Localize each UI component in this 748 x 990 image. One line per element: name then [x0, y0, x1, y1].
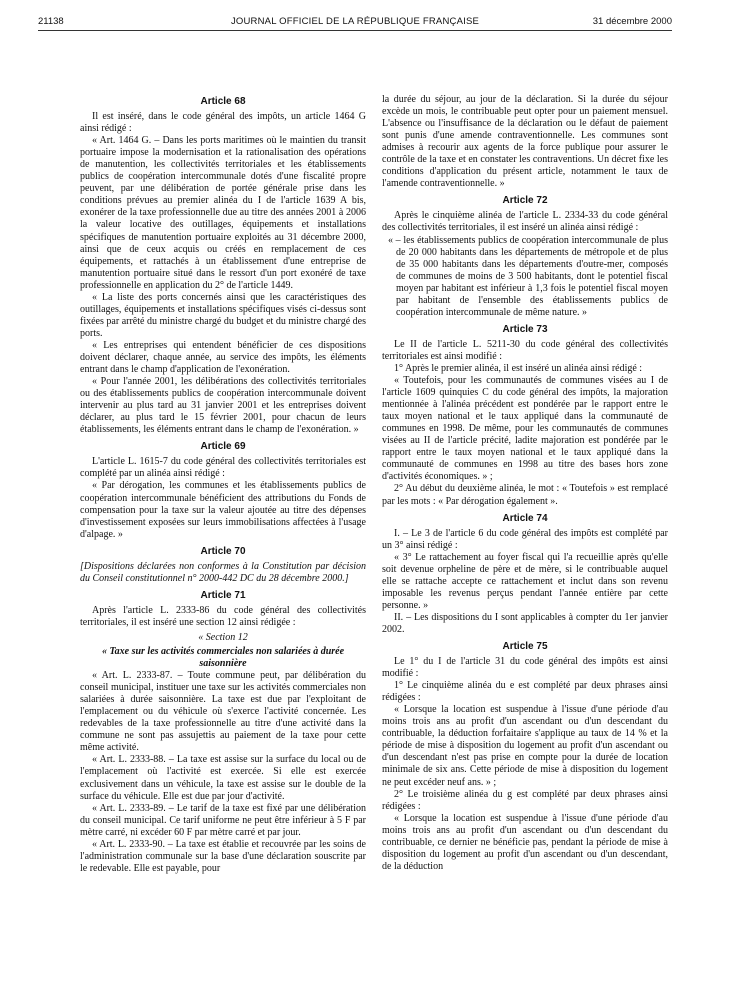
- paragraph: « Les entreprises qui entendent bénéficier de ces dispositions doivent déclarer, chaque année, au service des impôts, les éléments entrant dans le champ d'application de l'exonération.: [80, 339, 366, 376]
- paragraph: « – les établissements publics de coopération intercommunale de plus de 20 000 habitants dans les départements de métropole et de plus de 35 000 habitants dans les départements d'outre-mer, composés de communes de moins de 3 500 habitants, dont le potentiel fiscal moyen par habitant est inférieur à 1,3 fois le potentiel fiscal moyen par habitant de l'ensemble des établissements publics de coopération intercommunale de même nature. »: [388, 234, 668, 318]
- paragraph: « 3° Le rattachement au foyer fiscal qui l'a recueillie après qu'elle soit devenue orpheline de père et de mère, si le contribuable auquel elle se rattache accepte ce rattachement et inclut dans son revenu imposable les revenus perçus pendant l'année entière par cette personne. »: [382, 551, 668, 611]
- section-heading: « Taxe sur les activités commerciales non salariées à durée saisonnière: [101, 646, 345, 670]
- paragraph: « Art. L. 2333-88. – La taxe est assise sur la surface du local ou de l'emplacement où l'activité est exercée. Si elle est exercée exclusivement dans un véhicule, la taxe est assise sur le double de la surface du véhicule. Elle est due par jour d'activité.: [80, 754, 366, 802]
- paragraph: Il est inséré, dans le code général des impôts, un article 1464 G ainsi rédigé :: [80, 111, 366, 135]
- paragraph: [Dispositions déclarées non conformes à la Constitution par décision du Conseil constitutionnel n° 2000-442 DC du 28 décembre 2000.]: [80, 560, 366, 584]
- right-column: [382, 94, 668, 873]
- article-71-title: Article 71: [200, 589, 246, 601]
- article-68-title: Article 68: [200, 96, 246, 107]
- paragraph: Le 1° du I de l'article 31 du code général des impôts est ainsi modifié :: [382, 656, 668, 680]
- page-header: [38, 14, 672, 30]
- paragraph: « Pour l'année 2001, les délibérations des collectivités territoriales ou des établissements publics de coopération intercommunale doivent intervenir au plus tard au 31 janvier 2001 et les entreprises doivent déclarer, au plus tard le 15 février 2001, pour chacun de leurs établissements, les éléments entrant dans le champ de l'exonération. »: [80, 376, 366, 436]
- paragraph: 2° Au début du deuxième alinéa, le mot : « Toutefois » est remplacé par les mots : « Par dérogation également ».: [382, 483, 668, 507]
- paragraph: 1° Après le premier alinéa, il est inséré un alinéa ainsi rédigé :: [394, 362, 643, 374]
- paragraph: 1° Le cinquième alinéa du e est complété par deux phrases ainsi rédigées :: [382, 680, 668, 704]
- article-73-title: Article 73: [502, 323, 548, 335]
- section-label: « Section 12: [198, 631, 248, 643]
- paragraph: L'article L. 1615-7 du code général des collectivités territoriales est complété par un alinéa ainsi rédigé :: [80, 456, 366, 480]
- issue-date: 31 décembre 2000: [592, 16, 672, 27]
- paragraph: « Toutefois, pour les communautés de communes visées au I de l'article 1609 quinquies C du code général des impôts, la majoration mentionnée à l'alinéa précédent est pondérée par le rapport entre le taux moyen national et le taux appliqué dans la communauté de communes en 1998. De même, pour les communautés de communes visées au II de l'article précité, ladite majoration est pondérée par le rapport entre le taux moyen national et le taux appliqué dans la communauté de communes en 1998 au titre des bases hors zone d'activités économiques. » ;: [382, 375, 668, 483]
- article-70-title: Article 70: [200, 545, 246, 557]
- paragraph: « Art. 1464 G. – Dans les ports maritimes où le maintien du transit portuaire impose la modernisation et la rationalisation des opérations de manutention, les collectivités territoriales et les établissements publics de coopération intercommunale dotés d'une fiscalité propre peuvent, par une délibération de portée générale prise dans les conditions prévues au premier alinéa du I de l'article 1639 A bis, exonérer de la taxe professionnelle due au titre des années 2001 à 2006 la valeur locative des outillages, équipements et installations spécifiques de manutention portuaire exploités au 31 décembre 2000, ainsi que de ceux acquis ou créés en remplacement de ces équipements, et rattachés à un établissement d'une entreprise de manutention portuaire situé dans le ressort d'un port exonéré de taxe professionnelle en application du 2° de l'article 1449.: [80, 135, 366, 291]
- paragraph: II. – Les dispositions du I sont applicables à compter du 1er janvier 2002.: [382, 611, 668, 635]
- paragraph: « Art. L. 2333-90. – La taxe est établie et recouvrée par les soins de l'administration communale sur la base d'une déclaration souscrite par le redevable. Elle est payable, pour: [80, 838, 366, 874]
- paragraph: « Par dérogation, les communes et les établissements publics de coopération intercommunale bénéficient des attributions du Fonds de compensation pour la taxe sur la valeur ajoutée au titre des dépenses d'investissement exposées sur leurs immobilisations affectées à l'usage d'alpage. »: [80, 480, 366, 540]
- paragraph: « Lorsque la location est suspendue à l'issue d'une période d'au moins trois ans au profit d'un ascendant ou d'un descendant du contribuable, la déduction forfaitaire s'applique au taux de 14 % et la période de mise à disposition du logement au profit d'un ascendant ou d'un descendant n'est pas prise en compte pour la durée de location minimale de six ans. Cette période de mise à disposition du logement ne peut excéder neuf ans. » ;: [382, 704, 668, 788]
- header-rule: [38, 30, 672, 31]
- page-number: 21138: [38, 16, 64, 27]
- paragraph: « Art. L. 2333-87. – Toute commune peut, par délibération du conseil municipal, instituer une taxe sur les activités commerciales non salariées à durée saisonnière. La taxe est due par l'exploitant de l'emplacement ou du véhicule où s'exerce l'activité concernée. Les redevables de la taxe professionnelle au titre d'une activité dans la commune ne sont pas assujettis au paiement de la taxe pour cette même activité.: [80, 670, 366, 754]
- paragraph: Après le cinquième alinéa de l'article L. 2334-33 du code général des collectivités territoriales, il est inséré un alinéa ainsi rédigé :: [382, 210, 668, 234]
- article-72-title: Article 72: [502, 195, 548, 207]
- paragraph: « Lorsque la location est suspendue à l'issue d'une période d'au moins trois ans au profit d'un ascendant ou d'un descendant du contribuable, ce dernier ne bénéficie pas, pendant la période de mise à disposition du logement au profit d'un ascendant ou d'un descendant, de la déduction: [382, 812, 668, 872]
- paragraph: 2° Le troisième alinéa du g est complété par deux phrases ainsi rédigées :: [382, 788, 668, 812]
- left-column: [80, 96, 366, 875]
- article-69-title: Article 69: [200, 441, 246, 453]
- paragraph: « Art. L. 2333-89. – Le tarif de la taxe est fixé par une délibération du conseil municipal. Ce tarif uniforme ne peut être inférieur à 5 F par mètre carré, ni excéder 60 F par mètre carré et par jour.: [80, 802, 366, 838]
- paragraph: la durée du séjour, au jour de la déclaration. Si la durée du séjour excède un mois, le contribuable peut opter pour un paiement mensuel. L'absence ou l'insuffisance de la déclaration ou le défaut de paiement sont punis d'une amende contraventionnelle. Les communes sont admises à recourir aux agents de la force publique pour assurer le contrôle de la taxe et en constater les contraventions. Un décret fixe les conditions d'application du présent article, notamment le taux de l'amende contraventionnelle. »: [382, 94, 668, 190]
- article-74-title: Article 74: [502, 512, 548, 524]
- paragraph: Le II de l'article L. 5211-30 du code général des collectivités territoriales est ainsi modifié :: [382, 338, 668, 362]
- journal-title: JOURNAL OFFICIEL DE LA RÉPUBLIQUE FRANÇAISE: [230, 16, 480, 27]
- paragraph: Après l'article L. 2333-86 du code général des collectivités territoriales, il est inséré une section 12 ainsi rédigée :: [80, 604, 366, 628]
- paragraph: « La liste des ports concernés ainsi que les caractéristiques des outillages, équipements et installations spécifiques visés ci-dessus sont fixées par arrêté du ministre chargé du budget et du ministre chargé des ports.: [80, 291, 366, 339]
- article-75-title: Article 75: [502, 641, 548, 653]
- paragraph: I. – Le 3 de l'article 6 du code général des impôts est complété par un 3° ainsi rédigé :: [382, 527, 668, 551]
